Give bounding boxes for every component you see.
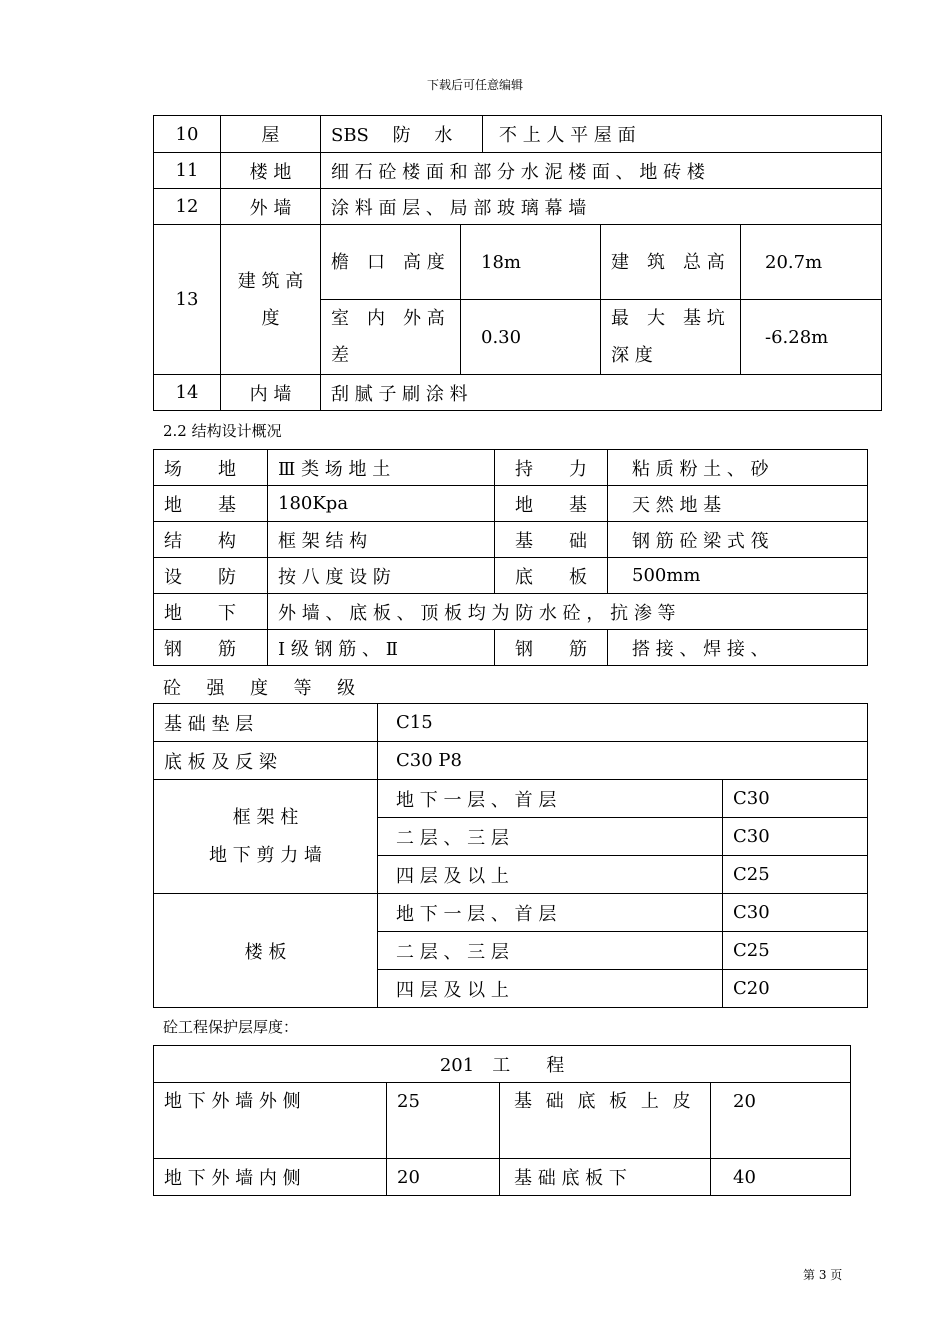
height-diff-value: 0.30 — [461, 300, 601, 375]
structure-key: 持 力 — [495, 450, 608, 486]
grade-value: C25 — [723, 856, 868, 894]
item-name: 建 筑 高 度 — [221, 225, 321, 375]
item-value: 涂 料 面 层 、 局 部 玻 璃 幕 墙 — [321, 189, 882, 225]
structure-value: 180Kpa — [268, 486, 495, 522]
structure-key: 底 板 — [495, 558, 608, 594]
structure-value: 钢 筋 砼 梁 式 筏 — [608, 522, 868, 558]
floor-range: 四 层 及 以 上 — [378, 856, 723, 894]
cover-thickness-heading: 砼工程保护层厚度： — [163, 1018, 299, 1036]
structure-key: 钢 筋 — [154, 630, 268, 666]
total-height-label: 建 筑 总 高 — [601, 225, 741, 300]
item-value: 刮 腻 子 刷 涂 料 — [321, 375, 882, 411]
page-number: 第 3 页 — [803, 1268, 843, 1282]
row-number: 10 — [154, 116, 221, 153]
cover-position: 基 础 底 板 上 皮 — [500, 1083, 711, 1159]
structure-key: 基 础 — [495, 522, 608, 558]
structure-design-table — [153, 449, 868, 666]
cover-thickness-table — [153, 1045, 851, 1196]
grade-value: C30 — [723, 818, 868, 856]
height-diff-label: 室 内 外 高 差 — [321, 300, 461, 375]
floor-slab-label: 楼 板 — [154, 894, 378, 1008]
structure-value: 外 墙 、 底 板 、 顶 板 均 为 防 水 砼 ， 抗 渗 等 — [268, 594, 868, 630]
floor-range: 二 层 、 三 层 — [378, 818, 723, 856]
structure-value: 天 然 地 基 — [608, 486, 868, 522]
structure-key: 场 地 — [154, 450, 268, 486]
structure-key: 设 防 — [154, 558, 268, 594]
structure-key: 地 基 — [154, 486, 268, 522]
item-value: 细 石 砼 楼 面 和 部 分 水 泥 楼 面 、 地 砖 楼 — [321, 153, 882, 189]
eave-height-value: 18m — [461, 225, 601, 300]
cover-position: 基 础 底 板 下 — [500, 1159, 711, 1196]
total-height-value: 20.7m — [741, 225, 882, 300]
item-name: 内 墙 — [221, 375, 321, 411]
grade-label: 基 础 垫 层 — [154, 704, 378, 742]
item-value: SBS 防 水 — [321, 116, 483, 153]
grade-value: C30 P8 — [378, 742, 868, 780]
structure-key: 结 构 — [154, 522, 268, 558]
structure-value: Ⅲ 类 场 地 土 — [268, 450, 495, 486]
structure-value: 粘 质 粉 土 、 砂 — [608, 450, 868, 486]
floor-range: 地 下 一 层 、 首 层 — [378, 780, 723, 818]
floor-range: 地 下 一 层 、 首 层 — [378, 894, 723, 932]
row-number: 11 — [154, 153, 221, 189]
cover-position: 地 下 外 墙 外 侧 — [154, 1083, 387, 1159]
grade-label: 底 板 及 反 梁 — [154, 742, 378, 780]
structure-value: 按 八 度 设 防 — [268, 558, 495, 594]
item-value: 不 上 人 平 屋 面 — [483, 116, 882, 153]
pit-depth-value: -6.28m — [741, 300, 882, 375]
project-heading: 201 工 程 — [154, 1046, 851, 1083]
page-header: 下载后可任意编辑 — [426, 78, 523, 92]
grade-value: C30 — [723, 780, 868, 818]
column-wall-label — [154, 780, 378, 894]
floor-range: 四 层 及 以 上 — [378, 970, 723, 1008]
cover-position: 地 下 外 墙 内 侧 — [154, 1159, 387, 1196]
structure-key: 地 下 — [154, 594, 268, 630]
concrete-grade-table — [153, 703, 868, 1008]
grade-value: C30 — [723, 894, 868, 932]
structure-value: 搭 接 、 焊 接 、 — [608, 630, 868, 666]
building-overview-table — [153, 115, 882, 411]
floor-range: 二 层 、 三 层 — [378, 932, 723, 970]
row-number: 12 — [154, 189, 221, 225]
shear-wall-label: 地 下 剪 力 墙 — [209, 844, 322, 866]
structure-value: Ⅰ 级 钢 筋 、 Ⅱ — [268, 630, 495, 666]
grade-value: C15 — [378, 704, 868, 742]
concrete-grade-heading: 砼 强 度 等 级 — [163, 678, 365, 699]
structure-key: 钢 筋 — [495, 630, 608, 666]
item-name: 楼 地 — [221, 153, 321, 189]
section-heading: 2.2 结构设计概况 — [163, 422, 282, 440]
grade-value: C25 — [723, 932, 868, 970]
structure-value: 500mm — [608, 558, 868, 594]
cover-value: 40 — [711, 1159, 851, 1196]
item-name: 外 墙 — [221, 189, 321, 225]
frame-column-label: 框 架 柱 — [232, 806, 299, 828]
structure-value: 框 架 结 构 — [268, 522, 495, 558]
item-name: 屋 — [221, 116, 321, 153]
eave-height-label: 檐 口 高 度 — [321, 225, 461, 300]
grade-value: C20 — [723, 970, 868, 1008]
row-number: 13 — [154, 225, 221, 375]
cover-value: 20 — [711, 1083, 851, 1159]
structure-key: 地 基 — [495, 486, 608, 522]
cover-value: 25 — [387, 1083, 500, 1159]
row-number: 14 — [154, 375, 221, 411]
pit-depth-label: 最 大 基 坑 深 度 — [601, 300, 741, 375]
cover-value: 20 — [387, 1159, 500, 1196]
